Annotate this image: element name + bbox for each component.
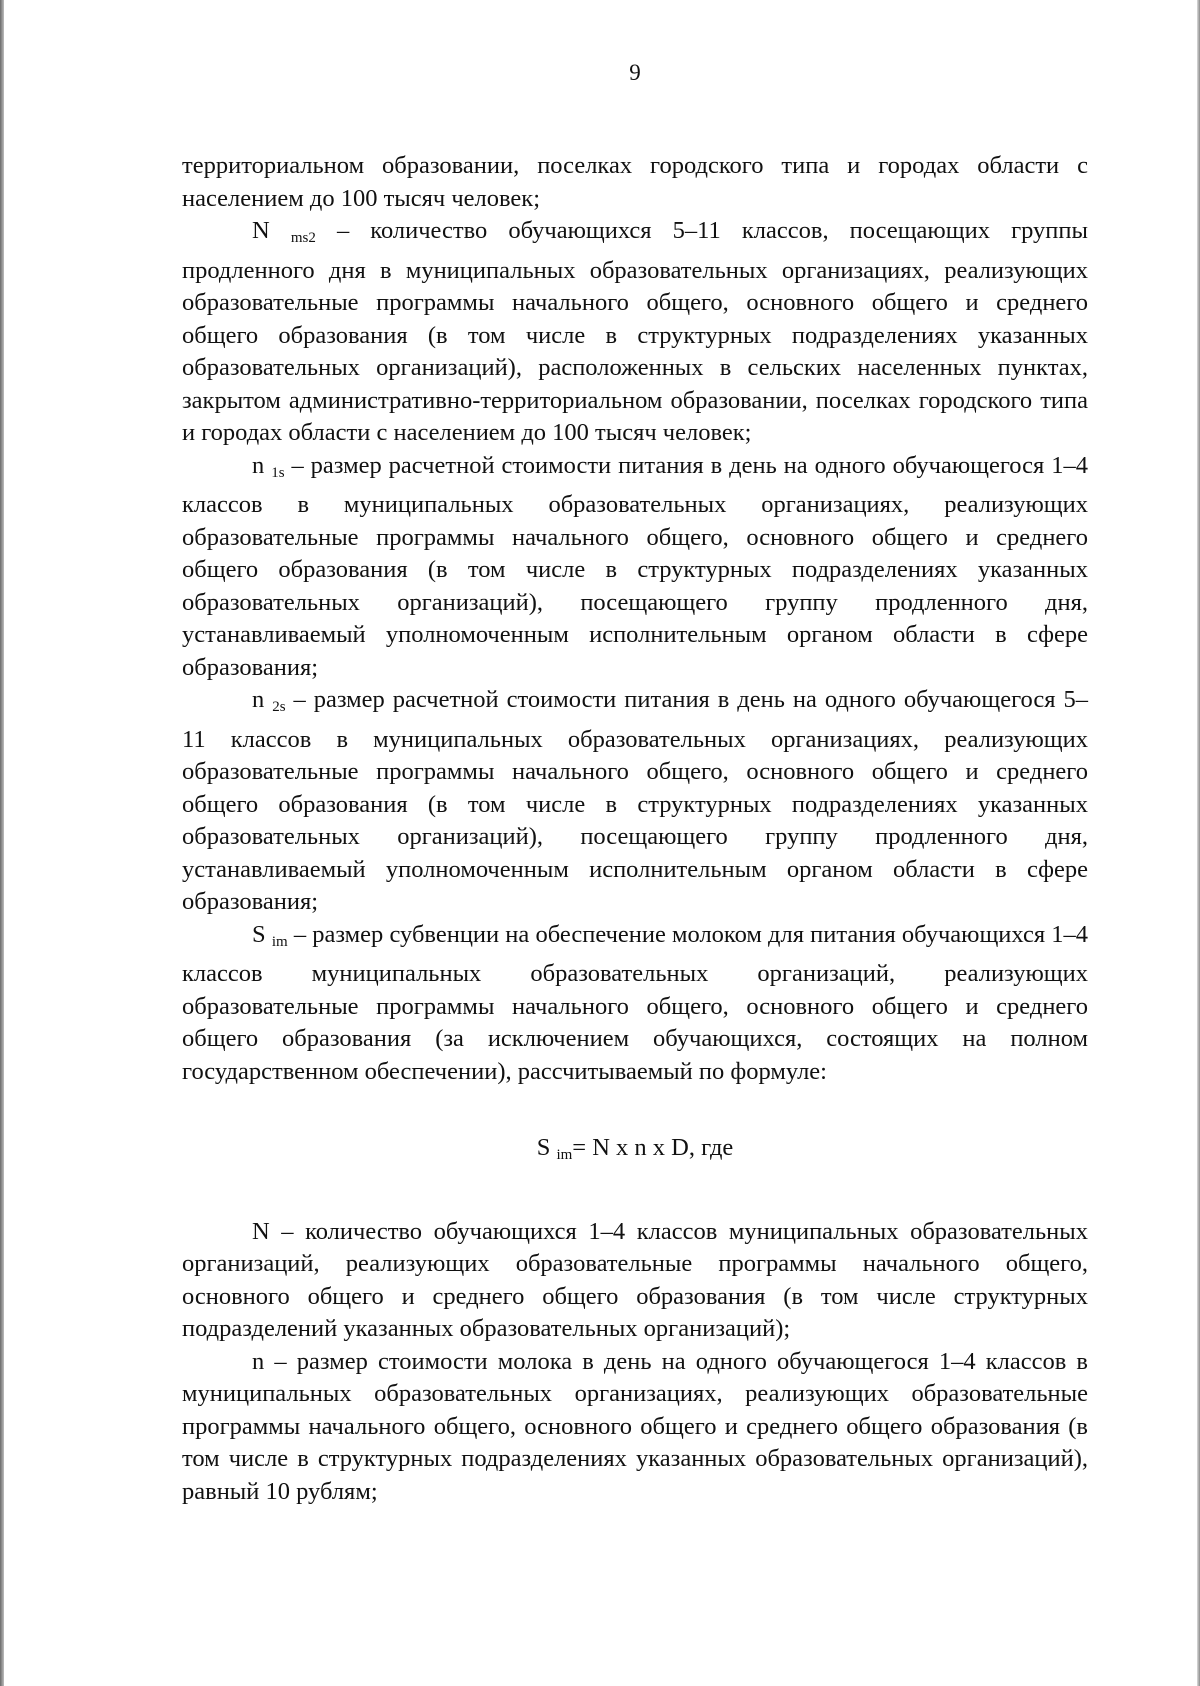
paragraph-text: – размер расчетной стоимости питания в день на одного обучающегося 1–4 классов в муниципальных образовательных организациях, реализующих образовательные программы начального общего, основного общего и среднего общего образования (в том числе в структурных подразделениях указанных образовательных организаций), посещающего группу продленного дня, устанавливаемый уполномоченным исполнительным органом области в сфере образования; [182,451,1088,681]
formula-subscript: im [556,1147,573,1163]
variable-subscript: im [271,933,288,950]
paragraph-n-2s [182,684,1088,919]
variable-symbol: n [252,451,265,479]
paragraph-small-n-definition: n – размер стоимости молока в день на одного обучающегося 1–4 классов в муниципальных образовательных организациях, реализующих образовательные программы начального общего, основного общего и среднего общего образования (в том числе в структурных подразделениях указанных образовательных организаций), равный 10 рублям; [182,1347,1088,1505]
formula-symbol: S [536,1134,551,1161]
page-number: 9 [629,60,641,85]
scan-edge-left [0,0,4,1686]
paragraph-n-definition: N – количество обучающихся 1–4 классов муниципальных образовательных организаций, реализующих образовательные программы начального общего, основного общего и среднего общего образования (в том числе структурных подразделений указанных образовательных организаций); [182,1217,1088,1342]
paragraph-text: – размер субвенции на обеспечение молоком для питания обучающихся 1–4 классов муниципальных образовательных организаций, реализующих образовательные программы начального общего, основного общего и среднего общего образования (за исключением обучающихся, состоящих на полном государственном обеспечении), рассчитываемый по формуле: [182,920,1089,1085]
paragraph-s-im [182,919,1088,1089]
variable-symbol: N [252,217,270,244]
variable-subscript: ms2 [290,230,316,246]
variable-symbol: S [252,920,266,948]
paragraph-text: – количество обучающихся 5–11 классов, посещающих группы продленного дня в муниципальных образовательных организациях, реализующих образовательные программы начального общего, основного общего и среднего общего образования (в том числе в структурных подразделениях указанных образовательных организаций), расположенных в сельских населенных пунктах, закрытом административно-территориальном образовании, поселках городского типа и городах области с населением до 100 тысяч человек; [182,217,1088,446]
variable-subscript: 2s [272,699,286,715]
document-body [182,150,1088,1508]
paragraph-n-ms2 [182,215,1088,450]
paragraph-continuation: территориальном образовании, поселках городского типа и городах области с населением до 100 тысяч человек; [182,152,1088,212]
formula [182,1132,1088,1172]
variable-subscript: 1s [271,464,285,481]
formula-text: = N x n x D, где [572,1134,734,1161]
paragraph-text: – размер расчетной стоимости питания в день на одного обучающегося 5–11 классов в муниципальных образовательных организациях, реализующих образовательные программы начального общего, основного общего и среднего общего образования (в том числе в структурных подразделениях указанных образовательных организаций), посещающего группу продленного дня, устанавливаемый уполномоченным исполнительным органом области в сфере образования; [182,686,1088,915]
paragraph-n-1s [182,450,1088,685]
variable-symbol: n [252,686,265,713]
